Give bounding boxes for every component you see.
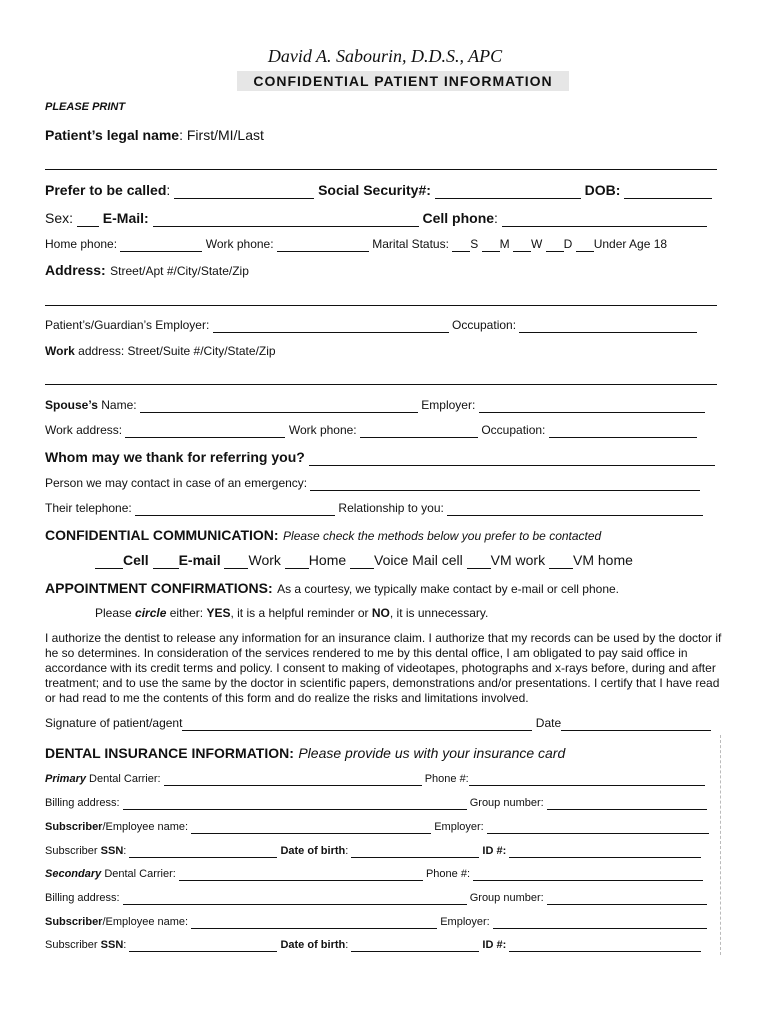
- voicemail-check[interactable]: [350, 552, 374, 569]
- address-label: Address:: [45, 262, 106, 278]
- dob-label: DOB:: [584, 182, 621, 198]
- secondary-carrier-label: Dental Carrier:: [104, 868, 176, 880]
- secondary-id-field[interactable]: [509, 939, 701, 952]
- secondary-group-field[interactable]: [547, 892, 707, 905]
- secondary-employee-name-label: /Employee name:: [102, 916, 189, 928]
- spouse-occupation-label: Occupation:: [481, 423, 546, 437]
- circle-word: circle: [135, 606, 167, 620]
- communication-options: [95, 552, 633, 569]
- employer-label: Patient’s/Guardian’s Employer:: [45, 318, 210, 332]
- secondary-employer-field[interactable]: [493, 916, 707, 929]
- primary-phone-label: Phone #:: [424, 773, 469, 785]
- occupation-field[interactable]: [519, 318, 697, 333]
- email-field[interactable]: [153, 210, 419, 227]
- insurance-hint: Please provide us with your insurance card: [298, 745, 566, 761]
- signature-label: Signature of patient/agent: [45, 716, 183, 730]
- primary-employer-field[interactable]: [487, 821, 709, 834]
- prefer-ssn-dob-row: Prefer to be called: Social Security#: DOB:: [45, 182, 722, 199]
- sex-label: Sex:: [45, 210, 74, 226]
- ssn-label: Social Security#:: [318, 182, 431, 198]
- sex-email-cell-row: Sex: E-Mail: Cell phone:: [45, 210, 722, 227]
- telephone-field[interactable]: [135, 501, 335, 516]
- legal-name-field[interactable]: [45, 169, 717, 170]
- appointment-heading: APPOINTMENT CONFIRMATIONS:: [45, 580, 273, 596]
- work-check[interactable]: [224, 552, 248, 569]
- secondary-ssn-label: SSN: [100, 939, 124, 951]
- email-label: E-Mail:: [102, 210, 149, 226]
- legal-name-hint: : First/MI/Last: [179, 127, 264, 143]
- secondary-ssn-row: Subscriber SSN: Date of birth: ID #:: [45, 939, 722, 952]
- appointment-hint: As a courtesy, we typically make contact by e-mail or cell phone.: [277, 582, 620, 596]
- prefer-label: Prefer to be called: [45, 182, 167, 198]
- primary-phone-field[interactable]: [469, 773, 705, 786]
- secondary-phone-label: Phone #:: [425, 868, 471, 880]
- spouse-work-address-label: Work address:: [45, 423, 123, 437]
- referral-field[interactable]: [309, 449, 715, 466]
- cell-field[interactable]: [502, 210, 707, 227]
- marital-s-field[interactable]: [452, 237, 470, 252]
- insurance-heading-row: [45, 745, 722, 763]
- email-check[interactable]: [153, 552, 179, 569]
- primary-employee-name-label: /Employee name:: [102, 821, 189, 833]
- comm-email: E-mail: [178, 552, 221, 568]
- employer-field[interactable]: [213, 318, 449, 333]
- marital-w: W: [531, 237, 543, 251]
- spouse-occupation-field[interactable]: [549, 423, 697, 438]
- primary-carrier-field[interactable]: [164, 773, 422, 786]
- primary-id-field[interactable]: [509, 845, 701, 858]
- home-check[interactable]: [285, 552, 309, 569]
- secondary-billing-label: Billing address:: [45, 892, 120, 904]
- sex-field[interactable]: [77, 210, 99, 227]
- spouse-name-field[interactable]: [140, 398, 418, 413]
- secondary-label: Secondary: [45, 868, 102, 880]
- primary-employee-name-field[interactable]: [191, 821, 431, 834]
- primary-group-field[interactable]: [547, 797, 707, 810]
- home-phone-field[interactable]: [120, 237, 202, 252]
- spouse-work-phone-label: Work phone:: [288, 423, 357, 437]
- relationship-field[interactable]: [447, 501, 703, 516]
- primary-ssn-label: SSN: [100, 845, 124, 857]
- comm-cell: Cell: [123, 552, 149, 568]
- primary-ssn-field[interactable]: [129, 845, 277, 858]
- work-address-hint: address: Street/Suite #/City/State/Zip: [78, 344, 276, 358]
- work-label: Work: [45, 344, 75, 358]
- telephone-label: Their telephone:: [45, 501, 132, 515]
- marital-s: S: [470, 237, 479, 251]
- primary-employer-label: Employer:: [434, 821, 484, 833]
- secondary-subscriber-ssn-label: Subscriber: [45, 939, 98, 951]
- secondary-employer-label: Employer:: [440, 916, 490, 928]
- insurance-heading: DENTAL INSURANCE INFORMATION:: [45, 745, 294, 761]
- primary-billing-label: Billing address:: [45, 797, 120, 809]
- work-address-field[interactable]: [45, 384, 717, 385]
- spouse-work-address-field[interactable]: [125, 423, 285, 438]
- legal-name-label: Patient’s legal name: [45, 127, 180, 143]
- comm-home: Home: [308, 552, 347, 568]
- prefer-field[interactable]: [174, 182, 314, 199]
- spouse-employer-field[interactable]: [479, 398, 705, 413]
- emergency-label: Person we may contact in case of an emergency:: [45, 476, 308, 490]
- no-option[interactable]: NO: [371, 606, 390, 620]
- primary-carrier-row: [45, 773, 722, 786]
- address-field[interactable]: [45, 305, 717, 306]
- address-label-row: [45, 262, 722, 280]
- spouse-work-phone-field[interactable]: [360, 423, 478, 438]
- vm-home-check[interactable]: [549, 552, 573, 569]
- referral-label: Whom may we thank for referring you?: [45, 449, 305, 465]
- comm-vm-work: VM work: [490, 552, 546, 568]
- vm-work-check[interactable]: [467, 552, 491, 569]
- secondary-subscriber-row: [45, 916, 722, 929]
- spouse-name-label: Name:: [101, 398, 137, 412]
- secondary-subscriber-label: Subscriber: [45, 916, 103, 928]
- marital-m: M: [499, 237, 510, 251]
- form-title: CONFIDENTIAL PATIENT INFORMATION: [237, 71, 569, 91]
- home-phone-label: Home phone:: [45, 237, 118, 251]
- primary-label: Primary: [45, 773, 86, 785]
- occupation-label: Occupation:: [452, 318, 517, 332]
- phones-marital-row: [45, 237, 722, 252]
- secondary-dob-field[interactable]: [351, 939, 479, 952]
- spouse-employer-label: Employer:: [421, 398, 476, 412]
- please-print-note: PLEASE PRINT: [45, 101, 126, 113]
- emergency-row: [45, 476, 722, 491]
- secondary-carrier-row: [45, 868, 722, 881]
- communication-hint: Please check the methods below you prefer to be contacted: [283, 529, 602, 543]
- work-address-label-row: [45, 344, 722, 358]
- either-word: either:: [169, 606, 204, 620]
- communication-heading-row: [45, 527, 722, 545]
- work-phone-field[interactable]: [277, 237, 369, 252]
- signature-row: [45, 716, 722, 731]
- primary-subscriber-ssn-label: Subscriber: [45, 845, 98, 857]
- yes-text: , it is a helpful reminder or: [230, 606, 369, 620]
- referral-row: [45, 449, 722, 466]
- secondary-group-label: Group number:: [469, 892, 544, 904]
- primary-subscriber-label: Subscriber: [45, 821, 103, 833]
- appointment-heading-row: [45, 580, 722, 598]
- address-hint: Street/Apt #/City/State/Zip: [110, 264, 249, 278]
- comm-voicemail: Voice Mail cell: [374, 552, 463, 568]
- date-field[interactable]: [561, 716, 711, 731]
- no-text: , it is unnecessary.: [389, 606, 489, 620]
- spouse-work-row: [45, 423, 722, 438]
- primary-dob-field[interactable]: [351, 845, 479, 858]
- primary-billing-row: [45, 797, 722, 810]
- dob-field[interactable]: [624, 182, 712, 199]
- marital-d-field[interactable]: [546, 237, 564, 252]
- secondary-carrier-field[interactable]: [179, 868, 423, 881]
- secondary-employee-name-field[interactable]: [191, 916, 437, 929]
- secondary-phone-field[interactable]: [473, 868, 703, 881]
- primary-group-label: Group number:: [469, 797, 544, 809]
- yes-option[interactable]: YES: [206, 606, 231, 620]
- date-label: Date: [535, 716, 562, 730]
- employer-row: [45, 318, 722, 333]
- secondary-billing-row: [45, 892, 722, 905]
- spouse-row: [45, 398, 722, 413]
- marital-label: Marital Status:: [372, 237, 449, 251]
- relationship-label: Relationship to you:: [338, 501, 444, 515]
- spouse-label: Spouse’s: [45, 398, 98, 412]
- cell-label: Cell phone: [422, 210, 495, 226]
- telephone-row: [45, 501, 722, 516]
- primary-id-label: ID #:: [482, 845, 507, 857]
- primary-dob-label: Date of birth: [280, 845, 346, 857]
- primary-subscriber-row: [45, 821, 722, 834]
- marital-w-field[interactable]: [513, 237, 531, 252]
- marital-d: D: [563, 237, 573, 251]
- appointment-choice-row: [95, 606, 722, 620]
- work-phone-label: Work phone:: [205, 237, 274, 251]
- marital-under18: Under Age 18: [593, 237, 668, 251]
- secondary-ssn-field[interactable]: [129, 939, 277, 952]
- comm-work: Work: [248, 552, 281, 568]
- secondary-dob-label: Date of birth: [280, 939, 346, 951]
- legal-name-label-row: [45, 127, 722, 143]
- doctor-name: David A. Sabourin, D.D.S., APC: [267, 46, 503, 66]
- secondary-billing-field[interactable]: [123, 892, 467, 905]
- signature-field[interactable]: [182, 716, 532, 731]
- primary-billing-field[interactable]: [123, 797, 467, 810]
- marital-m-field[interactable]: [482, 237, 500, 252]
- cell-check[interactable]: [95, 552, 123, 569]
- secondary-id-label: ID #:: [482, 939, 507, 951]
- comm-vm-home: VM home: [572, 552, 633, 568]
- ssn-field[interactable]: [435, 182, 581, 199]
- please-word: Please: [95, 606, 132, 620]
- primary-ssn-row: Subscriber SSN: Date of birth: ID #:: [45, 845, 722, 858]
- communication-heading: CONFIDENTIAL COMMUNICATION:: [45, 527, 279, 543]
- under18-field[interactable]: [576, 237, 594, 252]
- authorization-text: I authorize the dentist to release any information for an insurance claim. I authorize that my records can be used by the doctor if he so determines. In consideration of the services rendered to me by this dental office, I am obligated to pay said office in accordance with its credit terms and policy. I consent to making of videotapes, photographs and x-rays before, during and after treatment; and to use the same by the doctor in scientific papers, demonstrations and/or presentations. I certify that I have read or had read to me the contents of this form and do realize the risks and limitations involved.: [45, 631, 722, 705]
- primary-carrier-label: Dental Carrier:: [89, 773, 161, 785]
- emergency-field[interactable]: [310, 476, 700, 491]
